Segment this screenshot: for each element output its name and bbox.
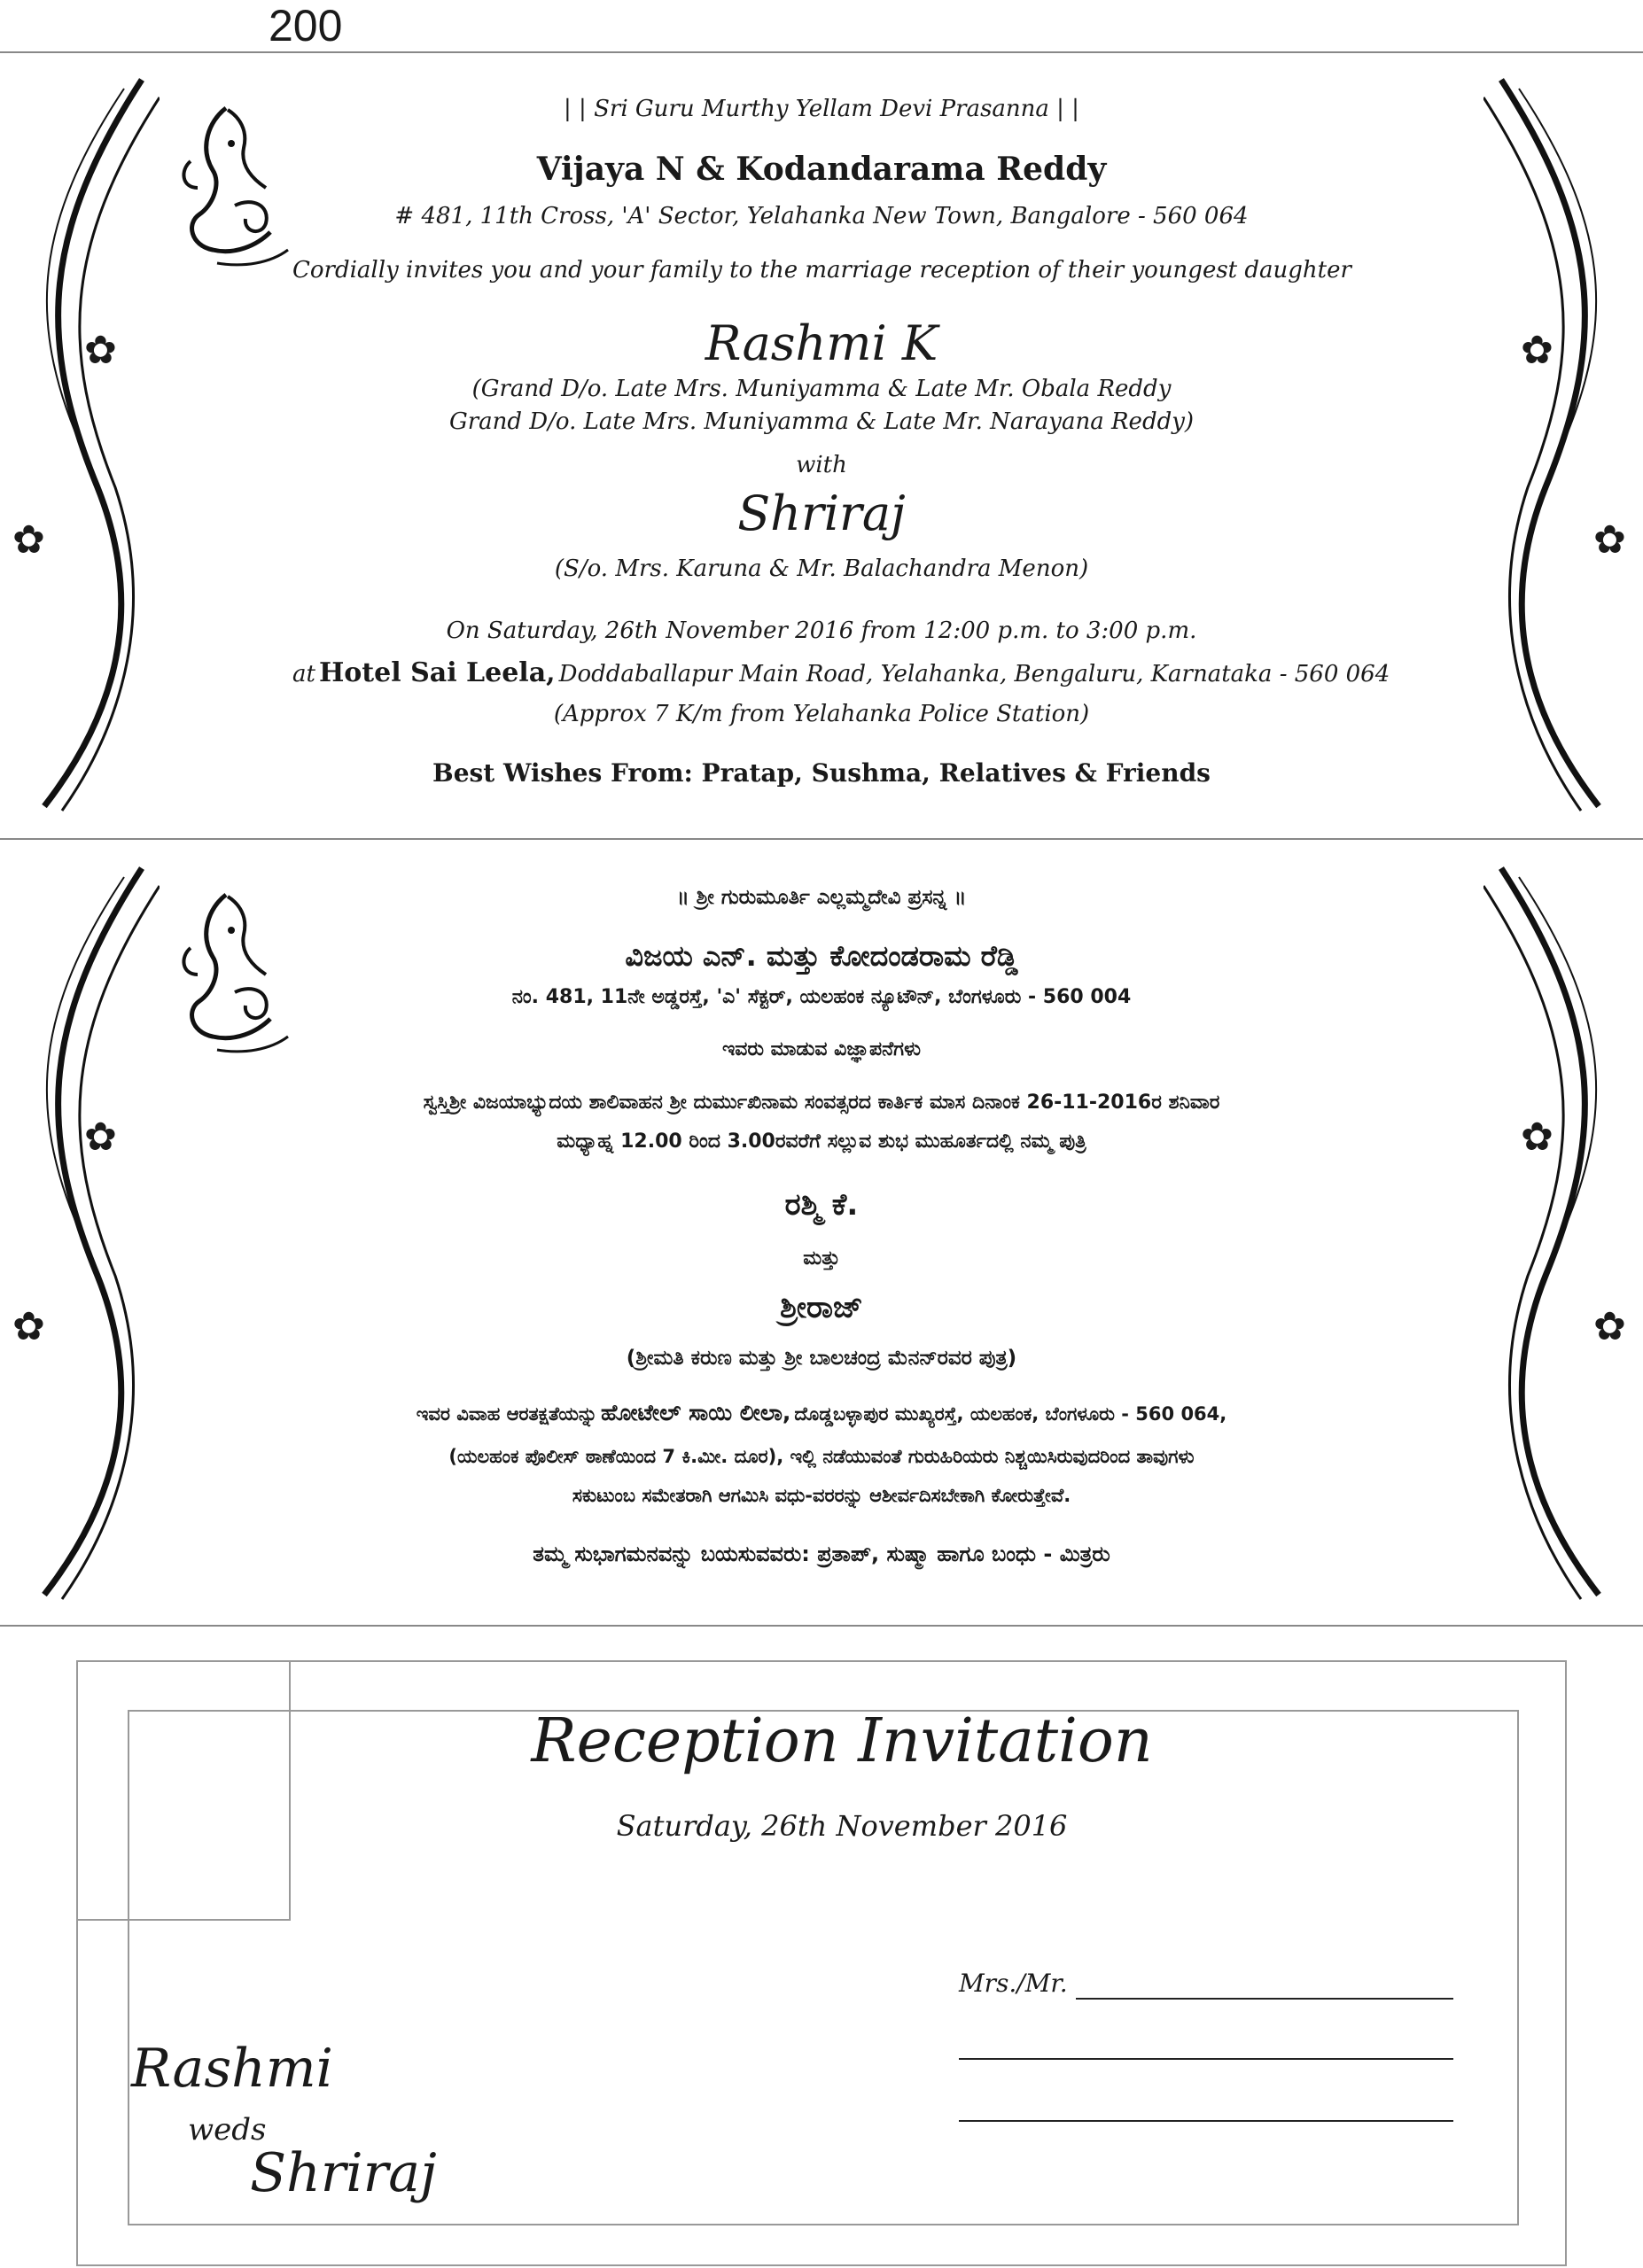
kn-bride-name: ರಶ್ಮಿ ಕೆ. xyxy=(784,1187,859,1223)
page-number: 200 xyxy=(269,1,343,50)
kn-announcement: ಇವರು ಮಾಡುವ ವಿಜ್ಞಾಪನೆಗಳು xyxy=(721,1038,922,1060)
bottom-divider xyxy=(0,1625,1643,1627)
kn-best-wishes: ತಮ್ಮ ಸುಭಾಗಮನವನ್ನು ಬಯಸುವವರು: ಪ್ರತಾಪ್, ಸುಷ್ಮಾ ಹಾಗೂ ಬಂಧು - ಮಿತ್ರರು xyxy=(533,1542,1110,1566)
kn-hosts-address: ನಂ. 481, 11ನೇ ಅಡ್ಡರಸ್ತೆ, 'ಎ' ಸೆಕ್ಟರ್, ಯಲಹಂಕ ನ್ಯೂಟೌನ್, ಬೆಂಗಳೂರು - 560 004 xyxy=(511,986,1132,1008)
kn-venue-name: ಹೋಟೇಲ್ ಸಾಯಿ ಲೀಲಾ, xyxy=(601,1400,791,1425)
couple-weds: weds xyxy=(188,2112,267,2148)
right-swirl-ornament xyxy=(1483,859,1616,1604)
venue-address: Doddaballapur Main Road, Yelahanka, Bengaluru, Karnataka - 560 064 xyxy=(558,661,1390,687)
flower-icon: ✿ xyxy=(1593,518,1626,562)
kn-venue-line xyxy=(292,1400,1351,1426)
invite-line: Cordially invites you and your family to the marriage reception of their youngest daughter xyxy=(292,257,1351,284)
kn-venue-suffix: ದೊಡ್ಡಬಳ್ಳಾಪುರ ಮುಖ್ಯರಸ್ತೆ, ಯಲಹಂಕ, ಬೆಂಗಳೂರು - 560 064, xyxy=(794,1403,1227,1425)
left-swirl-ornament xyxy=(27,71,160,815)
venue-prefix: at xyxy=(292,661,315,687)
flower-icon: ✿ xyxy=(1521,1115,1553,1159)
kn-groom-name: ಶ್ರೀರಾಜ್ xyxy=(780,1290,863,1325)
right-swirl-ornament xyxy=(1483,71,1616,815)
venue-note: (Approx 7 K/m from Yelahanka Police Station) xyxy=(553,701,1090,727)
blessing-line: | | Sri Guru Murthy Yellam Devi Prasanna | | xyxy=(564,96,1079,122)
kn-venue-line-2: (ಯಲಹಂಕ ಪೊಲೀಸ್ ಠಾಣೆಯಿಂದ 7 ಕಿ.ಮೀ. ದೂರ), ಇಲ್ಲಿ ನಡೆಯುವಂತೆ ಗುರುಹಿರಿಯರು ನಿಶ್ಚಯಿಸಿರುವುದರಿಂದ ತಾವುಗಳು xyxy=(448,1446,1195,1467)
venue-line xyxy=(292,657,1390,688)
couple-bride: Rashmi xyxy=(131,2038,333,2100)
bride-lineage-1: (Grand D/o. Late Mrs. Muniyamma & Late Mr. Obala Reddy xyxy=(471,376,1172,402)
kn-groom-parents: (ಶ್ರೀಮತಿ ಕರುಣ ಮತ್ತು ಶ್ರೀ ಬಾಲಚಂದ್ರ ಮೆನನ್‌ರವರ ಪುತ್ರ) xyxy=(626,1347,1017,1370)
flower-icon: ✿ xyxy=(84,1115,117,1159)
kn-line-1: ಸ್ವಸ್ತಿಶ್ರೀ ವಿಜಯಾಭ್ಯುದಯ ಶಾಲಿವಾಹನ ಶ್ರೀ ದುರ್ಮುಖಿನಾಮ ಸಂವತ್ಸರದ ಕಾರ್ತಿಕ ಮಾಸ ದಿನಾಂಕ 26-11-2016ರ ಶನಿವಾರ xyxy=(423,1091,1220,1114)
stamp-box xyxy=(76,1660,291,1921)
middle-divider xyxy=(0,838,1643,840)
couple-groom: Shriraj xyxy=(250,2142,437,2204)
hosts-name: Vijaya N & Kodandarama Reddy xyxy=(536,151,1107,188)
kn-venue-line-3: ಸಕುಟುಂಬ ಸಮೇತರಾಗಿ ಆಗಮಿಸಿ ವಧು-ವರರನ್ನು ಆಶೀರ್ವದಿಸಬೇಕಾಗಿ ಕೋರುತ್ತೇವೆ. xyxy=(572,1485,1071,1506)
venue-name: Hotel Sai Leela, xyxy=(318,657,556,688)
best-wishes: Best Wishes From: Pratap, Sushma, Relatives & Friends xyxy=(432,758,1211,788)
bride-name: Rashmi K xyxy=(705,315,938,371)
kn-line-2: ಮಧ್ಯಾಹ್ನ 12.00 ರಿಂದ 3.00ರವರೆಗೆ ಸಲ್ಲುವ ಶುಭ ಮುಹೂರ್ತದಲ್ಲಿ ನಮ್ಮ ಪುತ್ರಿ xyxy=(557,1130,1086,1153)
top-divider xyxy=(0,51,1643,53)
envelope-date: Saturday, 26th November 2016 xyxy=(616,1809,1068,1843)
groom-parents: (S/o. Mrs. Karuna & Mr. Balachandra Menon) xyxy=(554,555,1089,582)
date-time: On Saturday, 26th November 2016 from 12:00 p.m. to 3:00 p.m. xyxy=(446,617,1197,644)
bride-lineage-2: Grand D/o. Late Mrs. Muniyamma & Late Mr. Narayana Reddy) xyxy=(448,408,1195,435)
kn-hosts-name: ವಿಜಯ ಎನ್. ಮತ್ತು ಕೋದಂಡರಾಮ ರೆಡ್ಡಿ xyxy=(625,939,1018,973)
kn-blessing-line: ॥ ಶ್ರೀ ಗುರುಮೂರ್ತಿ ಎಲ್ಲಮ್ಮದೇವಿ ಪ್ರಸನ್ನ ॥ xyxy=(676,886,967,909)
hosts-address: # 481, 11th Cross, 'A' Sector, Yelahanka New Town, Bangalore - 560 064 xyxy=(394,203,1249,229)
addressee-line-3[interactable] xyxy=(959,2120,1453,2122)
left-swirl-ornament xyxy=(27,859,160,1604)
ganesha-icon xyxy=(173,886,292,1059)
with-text: with xyxy=(796,452,847,478)
flower-icon: ✿ xyxy=(1593,1305,1626,1348)
flower-icon: ✿ xyxy=(84,329,117,372)
addressee-line-2[interactable] xyxy=(959,2058,1453,2060)
groom-name: Shriraj xyxy=(737,485,906,541)
ganesha-icon xyxy=(173,99,292,272)
addressee-label: Mrs./Mr. xyxy=(959,1969,1068,1998)
kn-venue-prefix: ಇವರ ವಿವಾಹ ಆರತಕ್ಷತೆಯನ್ನು xyxy=(416,1403,598,1425)
kn-and-text: ಮತ್ತು xyxy=(803,1247,840,1270)
envelope-title: Reception Invitation xyxy=(531,1706,1153,1776)
flower-icon: ✿ xyxy=(12,518,45,562)
flower-icon: ✿ xyxy=(12,1305,45,1348)
addressee-line-1[interactable] xyxy=(1076,1998,1453,2000)
flower-icon: ✿ xyxy=(1521,329,1553,372)
